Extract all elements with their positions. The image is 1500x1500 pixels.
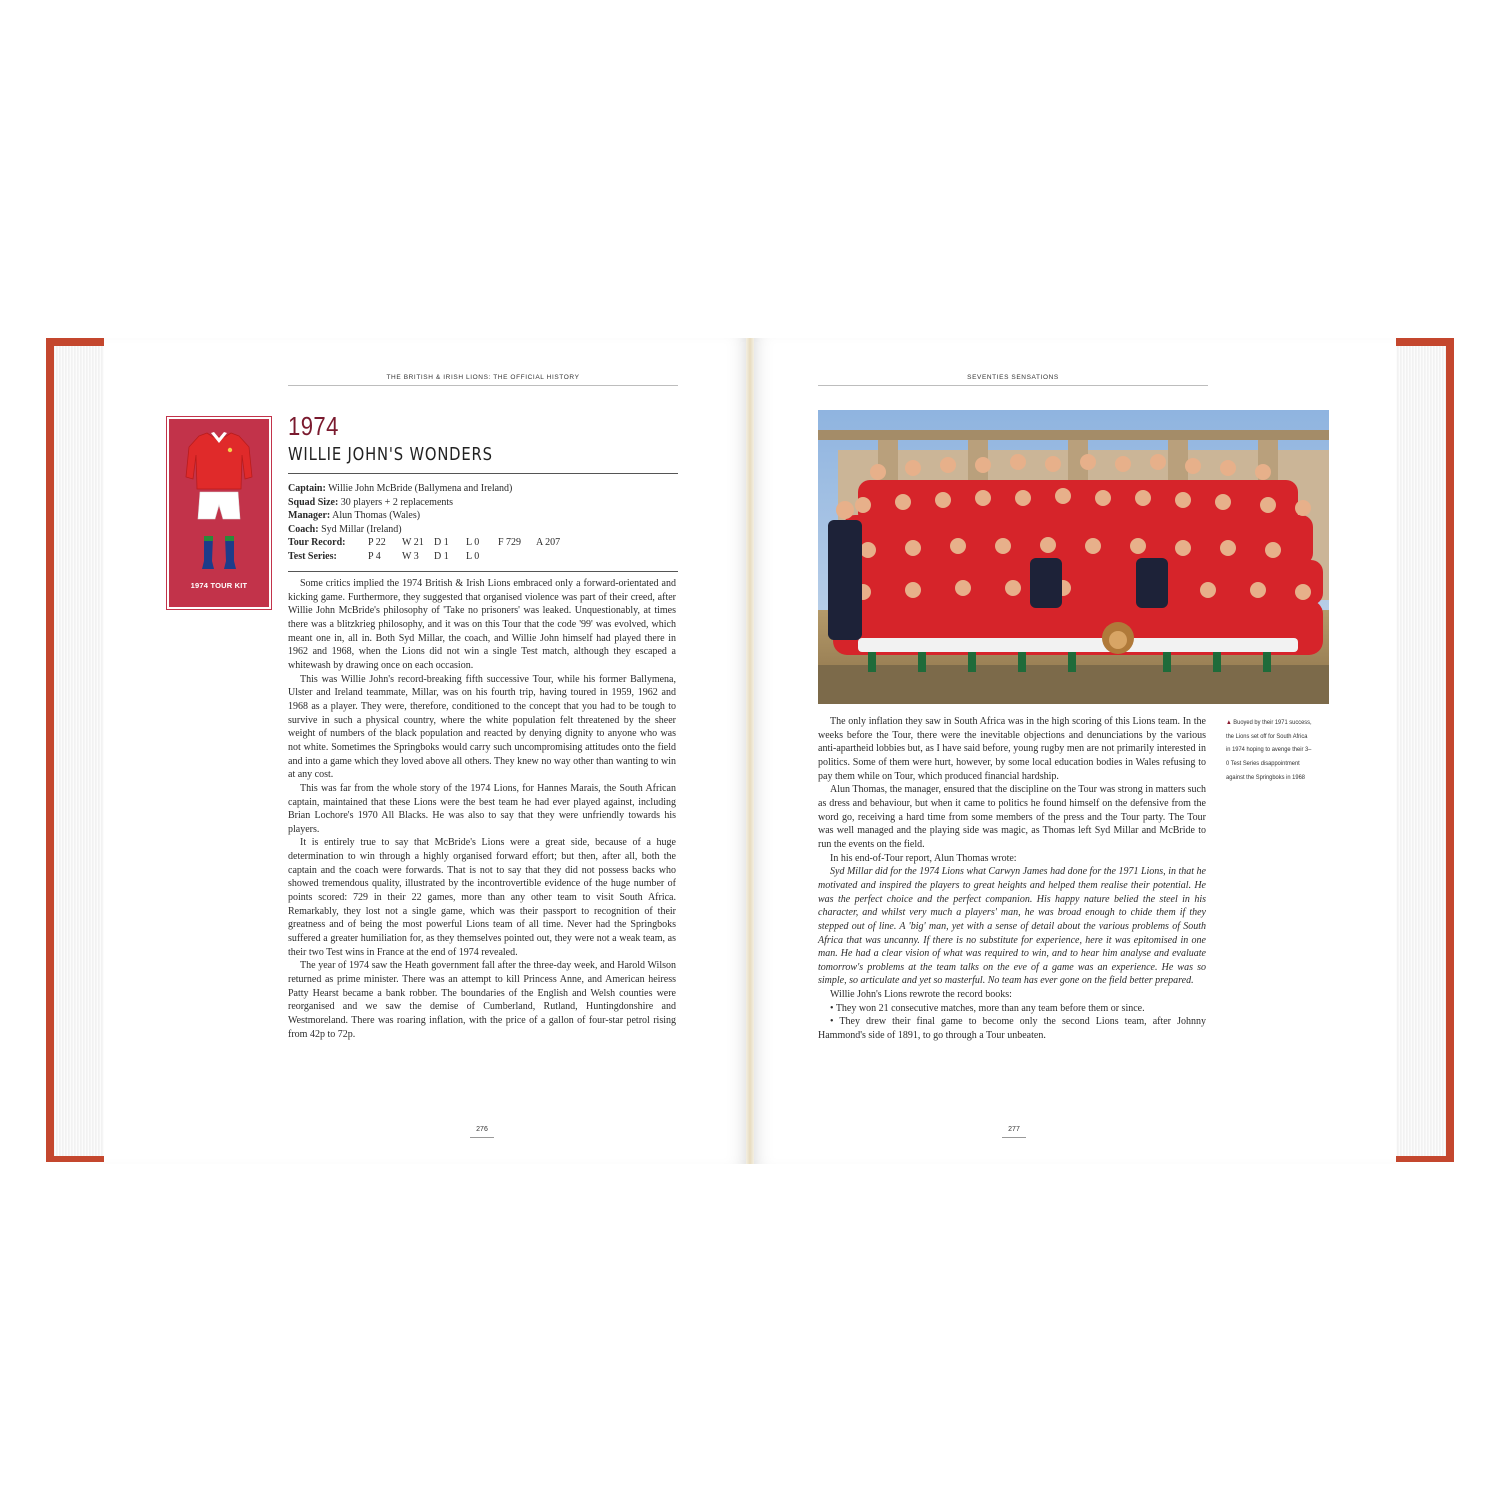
fact-tour-record: Tour Record: P 22 W 21 D 1 L 0 F 729 A 207 <box>288 537 561 549</box>
paragraph: The only inflation they saw in South Africa was in the high scoring of this Lions team. In the weeks before the Tour, there were the inevitable objections and denunciations by the various anti-apartheid lobbies but, as I have said before, young rugby men are not primarily interested in politics. Some of them were hurt, however, by some local education bodies in Wales refusing to pay them while on Tour, which produced financial hardship. <box>818 716 1206 782</box>
paragraph: The year of 1974 saw the Heath government fall after the three-day week, and Harold Wilson returned as prime minister. There was an attempt to kill Princess Anne, and American heiress Patty Hearst became a bank robber. The boundaries of the English and Welsh counties were reorganised and we saw the demise of Cumberland, Rutland, Huntingdonshire and Westmoreland. There was roaring inflation, with the price of a gallon of four-star petrol rising from 42p to 72p. <box>288 960 676 1040</box>
paragraph: Willie John's Lions rewrote the record books: <box>830 989 1012 1001</box>
team-photo-illustration <box>818 410 1329 704</box>
tour-kit-panel <box>167 417 271 609</box>
page-edges-right <box>1392 346 1446 1156</box>
paragraph: In his end-of-Tour report, Alun Thomas wrote: <box>830 852 1017 864</box>
shorts-shape <box>198 492 240 519</box>
jersey-crest <box>228 448 232 452</box>
bullet-item: • They drew their final game to become only the second Lions team, after Johnny Hammond's side of 1891, to go through a Tour unbeaten. <box>818 1016 1206 1042</box>
right-body-text <box>818 715 1206 1043</box>
running-head-rule <box>288 385 678 386</box>
paragraph: It is entirely true to say that McBride's Lions were a great side, because of a huge determination to win through a highly organised forward effort; but then, after all, both the captain and the coach were forwards. That is not to say that they did not possess backs who showed tremendous quality, illustrated by the incontrovertible evidence of the huge number of points scored: 729 in their 22 games, more than any other team to visit South Africa. Remarkably, they lost not a single game, which was their passport to recognition of their greatness and of being the most powerful Lions team of all time. Never had the Springboks suffered a greater humiliation for, as they themselves pointed out, they were not a weak team, as their two Test wins in France at the end of 1974 revealed. <box>288 837 676 958</box>
team-photo <box>818 410 1329 704</box>
page-number-right: 277 <box>1008 1126 1020 1133</box>
running-head-left: THE BRITISH & IRISH LIONS: THE OFFICIAL HISTORY <box>386 374 580 381</box>
caption-text: Buoyed by their 1971 success, the Lions set off for South Africa in 1974 hoping to avenge their 3–0 Test Series disappointment against the Springboks in 1968 <box>1226 719 1312 781</box>
fact-test-series: Test Series: P 4 W 3 D 1 L 0 <box>288 550 480 562</box>
fact-squad: Squad Size: 30 players + 2 replacements <box>288 496 454 508</box>
left-body-text <box>288 577 676 1041</box>
running-head-right: SEVENTIES SENSATIONS <box>967 374 1059 381</box>
fact-manager: Manager: Alun Thomas (Wales) <box>288 510 421 522</box>
kit-illustration <box>169 419 269 607</box>
folio-rule <box>470 1137 494 1138</box>
tour-facts <box>288 482 678 564</box>
chapter-year: 1974 <box>288 411 339 441</box>
title-rule <box>288 473 678 474</box>
photo-caption <box>1226 716 1312 785</box>
paragraph: This was Willie John's record-breaking fifth successive Tour, while his former Ballymena, Ulster and Ireland teammate, Millar, was on his fourth trip, having toured in 1959, 1962 and 1968 as a player. They were, therefore, conditioned to the concept that you had to be tough to survive in such a physical country, where the white population felt threatened by the sheer weight of numbers of the black population and reacted by denying dignity to anyone who was not white. Sometimes the Springboks would carry such uncompromising attitudes onto the field and into a game which they loved above all others. They knew no way other than wanting to win at any cost. <box>288 673 676 781</box>
fact-captain: Captain: Willie John McBride (Ballymena and Ireland) <box>288 483 513 494</box>
running-head-rule <box>818 385 1208 386</box>
facts-rule <box>288 571 678 572</box>
quote-paragraph: Syd Millar did for the 1974 Lions what Carwyn James had done for the 1971 Lions, in that he motivated and inspired the players to great heights and helped them realise their potential. He was the perfect choice and the perfect companion. His happy nature belied the steel in his character, and whilst very much a players' man, he was broad enough to chide them if they stepped out of line. A 'big' man, yet with a sense of detail about the various problems of South Africa that was uncanny. If there is no substitute for experience, here it was epitomised in one man. He had a clear vision of what was required to win, and to hear him analyse and evaluate tomorrow's problems at the team talks on the eve of a game was an experience. He was so simple, so articulate and yet so masterful. No team has ever gone on the field better prepared. <box>818 866 1206 987</box>
caption-arrow-icon: ▲ <box>1226 719 1232 726</box>
paragraph: This was far from the whole story of the 1974 Lions, for Hannes Marais, the South African captain, maintained that these Lions were the best team he had ever played against, including Brian Lochore's 1970 All Blacks. He was also to say that they were unfriendly towards his players. <box>288 782 676 835</box>
chapter-title: WILLIE JOHN'S WONDERS <box>288 444 493 465</box>
folio-rule <box>1002 1137 1026 1138</box>
kit-label: 1974 TOUR KIT <box>190 581 248 590</box>
paragraph: Alun Thomas, the manager, ensured that the discipline on the Tour was strong in matters such as dress and behaviour, but when it came to politics he found himself on the defensive from the word go, receiving a hard time from some members of the press and the Tour party. The Tour was well managed and the playing side was magic, as Thomas left Syd Millar and McBride to run the events on the field. <box>818 784 1206 850</box>
page-number-left: 276 <box>476 1126 488 1133</box>
paragraph: Some critics implied the 1974 British & Irish Lions embraced only a forward-orientated and kicking game. Furthermore, they suggested that organised violence was part of their creed, after Willie John McBride's philosophy of 'Take no prisoners' was leaked. Unquestionably, at times there was a blitzkrieg philosophy, and it was on this Tour that the code '99' was evolved, which meant one in, all in. Both Syd Millar, the coach, and Willie John himself had played there in 1962 and 1968, when the Lions did not win a single Test match, although they escaped a whitewash by drawing once on each occasion. <box>288 578 676 671</box>
fact-coach: Coach: Syd Millar (Ireland) <box>288 523 402 535</box>
page-edges-left <box>54 346 108 1156</box>
bullet-item: • They won 21 consecutive matches, more than any team before them or since. <box>830 1002 1145 1014</box>
book-gutter <box>746 338 754 1164</box>
